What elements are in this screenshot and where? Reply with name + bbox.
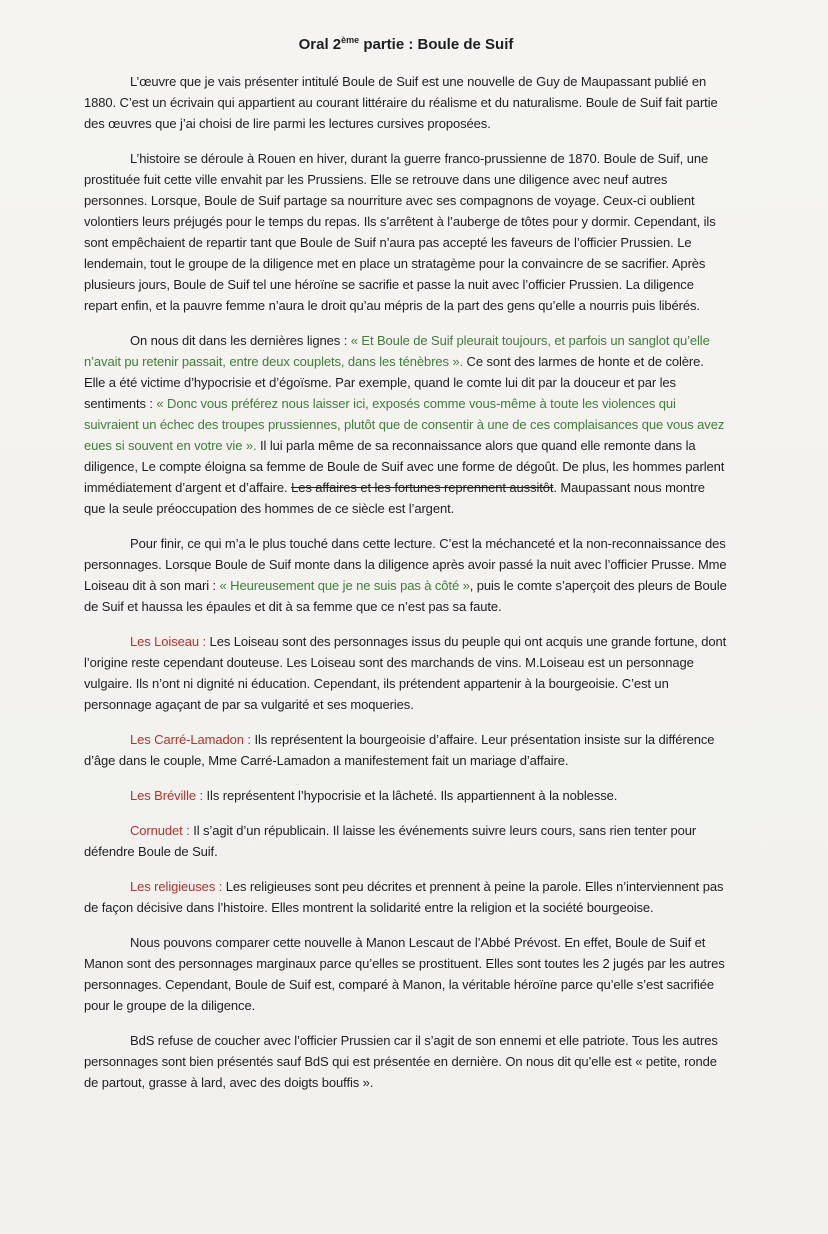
paragraph-introduction: L’œuvre que je vais présenter intitulé Boule de Suif est une nouvelle de Guy de Maupassant publié en 1880. C’est un écrivain qui appartient au courant littéraire du réalisme et du naturalisme. Boule de Suif fait partie des œuvres que j’ai choisi de lire parmi les lectures cursives proposées. [84,74,718,131]
conclusion-text-1: Pour finir, ce qui m’a le plus touché dans cette lecture. C’est la méchanceté et la non-reconnaissance des personnages. Lorsque Boule de Suif monte dans la diligence après avoir passé la nuit avec l’officier Prusse. Mme Loiseau dit à son mari : [84,536,727,593]
paragraph-final [84,1030,728,1093]
analysis-intro: On nous dit dans les dernières lignes : [130,333,351,348]
paragraph-comparison: Nous pouvons comparer cette nouvelle à Manon Lescaut de l’Abbé Prévost. En effet, Boule de Suif et Manon sont des personnages marginaux parce qu’elles se prostituent. Elles sont toutes les 2 jugés par les autres personnages. Cependant, Boule de Suif est, comparé à Manon, la véritable héroïne parce qu’elle s’est sacrifiée pour le groupe de la diligence. [84,935,725,1013]
quote-mme-loiseau: « Heureusement que je ne suis pas à côté » [219,578,470,593]
character-cornudet [84,820,728,862]
paragraph-conclusion [84,533,728,617]
character-description: Les religieuses sont peu décrites et prennent à peine la parole. Elles n’interviennent pas de façon décisive dans l’histoire. Elles montrent la solidarité entre la religion et la société bourgeoise. [84,879,724,915]
final-text: BdS refuse de coucher avec l’officier Prussien car il s’agit de son ennemi et elle patriote. Tous les autres personnages sont bien présentés sauf BdS qui est présentée en dernière. On nous dit qu’elle est [84,1033,718,1069]
character-carre-lamadon [84,729,728,771]
character-description: Il s’agit d’un républicain. Il laisse les événements suivre leurs cours, sans rien tenter pour défendre Boule de Suif. [84,823,697,859]
quote-count: « Donc vous préférez nous laisser ici, exposés comme vous-même à toute les violences qui suivraient un échec des troupes prussiennes, plutôt que de consentir à une de ces complaisances que vous avez eues si souvent en votre vie ». [84,396,725,453]
character-description: Ils représentent la bourgeoisie d’affaire. Leur présentation insiste sur la différence d’âge dans le couple, Mme Carré-Lamadon a manifestement fait un mariage d’affaire. [84,732,715,768]
character-name: Les Loiseau : [130,634,207,649]
character-religieuses [84,876,728,918]
title-suffix: partie : Boule de Suif [359,36,514,53]
title-prefix: Oral 2 [298,36,342,53]
struck-text: Les affaires et les fortunes reprennent aussitôt [291,480,554,495]
page-title [84,30,728,55]
quote-last-lines: « Et Boule de Suif pleurait toujours, et parfois un sanglot qu’elle n’avait pu retenir passait, entre deux couplets, dans les ténèbres ». [84,333,710,369]
paragraph-analysis [84,330,728,519]
character-loiseau [84,631,728,715]
analysis-text-3: . Maupassant nous montre que la seule préoccupation des hommes de ce siècle est l’argent. [84,480,705,516]
conclusion-text-2: , puis le comte s’aperçoit des pleurs de Boule de Suif et haussa les épaules et dit à sa femme que ce n’est pas sa faute. [84,578,727,614]
character-breville [84,785,728,806]
character-name: Les Carré-Lamadon : [130,732,251,747]
character-description: Ils représentent l’hypocrisie et la lâcheté. Ils appartiennent à la noblesse. [203,788,618,803]
analysis-text-2: Il lui parla même de sa reconnaissance alors que quand elle remonte dans la diligence, Le compte éloigna sa femme de Boule de Suif avec une forme de dégoût. De plus, les hommes parlent immédiatement d’argent et d’affaire. [84,438,725,495]
analysis-text-1: Ce sont des larmes de honte et de colère. Elle a été victime d’hypocrisie et d’égoïsme. Par exemple, quand le comte lui dit par la douceur et par les sentiments : [84,354,704,411]
character-name: Cornudet : [130,823,190,838]
quote-description: « petite, ronde de partout, grasse à lard, avec des doigts bouffis ». [84,1054,717,1090]
character-name: Les Bréville : [130,788,204,803]
character-description: Les Loiseau sont des personnages issus du peuple qui ont acquis une grande fortune, dont l’origine reste cependant douteuse. Les Loiseau sont des marchands de vins. M.Loiseau est un personnage vulgaire. Ils n’ont ni dignité ni éducation. Cependant, ils prétendent appartenir à la bourgeoisie. C’est un personnage agaçant de par sa vulgarité et ses moqueries. [84,634,727,712]
character-name: Les religieuses : [130,879,223,894]
paragraph-summary: L’histoire se déroule à Rouen en hiver, durant la guerre franco-prussienne de 1870. Boule de Suif, une prostituée fuit cette ville envahit par les Prussiens. Elle se retrouve dans une diligence avec neuf autres personnes. Lorsque, Boule de Suif partage sa nourriture avec ses compagnons de voyage. Ceux-ci oublient volontiers leurs préjugés pour le temps du repas. Ils s’arrêtent à l’auberge de tôtes pour y dormir. Cependant, ils sont empêchaient de repartir tant que Boule de Suif n’aura pas accepté les faveurs de l’officier Prussien. Le lendemain, tout le groupe de la diligence met en place un stratagème pour la convaincre de se sacrifier. Après plusieurs jours, Boule de Suif tel une héroïne se sacrifie et passe la nuit avec l’officier Prussien. La diligence repart enfin, et la pauvre femme n’aura le droit qu’au mépris de la part des gens qu’elle a nourris puis libérés. [84,151,716,313]
title-superscript: ème [341,35,360,45]
